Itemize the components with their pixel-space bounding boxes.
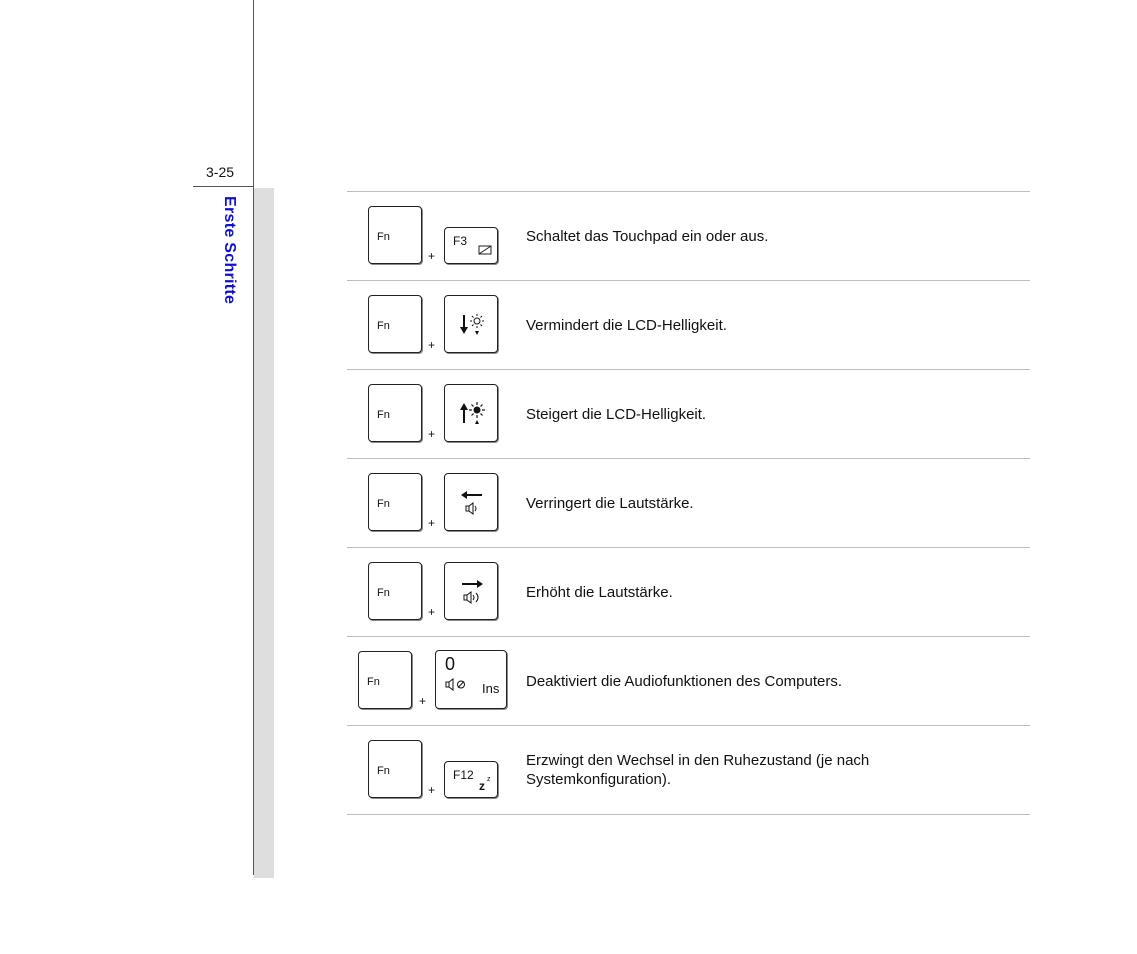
brightness-up-icon xyxy=(459,402,485,426)
fn-key-label: Fn xyxy=(377,231,390,243)
fn-key-label: Fn xyxy=(377,498,390,510)
sleep-icon: z xyxy=(479,779,485,793)
volume-up-key xyxy=(444,562,498,620)
table-row xyxy=(347,370,1030,459)
row-description-line1: Erzwingt den Wechsel in den Ruhezustand (je nach xyxy=(526,752,870,769)
brightness-down-icon xyxy=(459,313,485,337)
f3-key-label: F3 xyxy=(453,234,468,248)
page-number: 3-25 xyxy=(206,164,235,180)
fn-key xyxy=(368,206,422,264)
volume-up-icon xyxy=(459,577,485,605)
ins-label: Ins xyxy=(482,681,500,696)
fn-key-label: Fn xyxy=(367,676,380,688)
side-bar xyxy=(254,188,274,878)
row-description: Deaktiviert die Audiofunktionen des Computers. xyxy=(526,673,843,690)
fn-key xyxy=(368,295,422,353)
row-description: Schaltet das Touchpad ein oder aus. xyxy=(526,228,769,245)
brightness-up-key xyxy=(444,384,498,442)
table-row xyxy=(347,726,1030,815)
fn-key-label: Fn xyxy=(377,409,390,421)
plus-sign: + xyxy=(428,338,436,352)
fn-key xyxy=(368,740,422,798)
page-number-rule xyxy=(193,186,254,187)
fn-key xyxy=(368,562,422,620)
fn-key-label: Fn xyxy=(377,320,390,332)
mute-icon xyxy=(445,678,469,692)
row-description: Steigert die LCD-Helligkeit. xyxy=(526,406,707,423)
touchpad-off-icon xyxy=(478,245,492,255)
row-description-line2: Systemkonfiguration). xyxy=(526,771,672,788)
brightness-down-key xyxy=(444,295,498,353)
mute-key-label: 0 xyxy=(445,654,456,674)
table-row xyxy=(347,459,1030,548)
row-description: Vermindert die LCD-Helligkeit. xyxy=(526,317,727,334)
f3-key xyxy=(444,227,498,264)
volume-down-key xyxy=(444,473,498,531)
fn-key xyxy=(368,384,422,442)
table-row xyxy=(347,281,1030,370)
hotkey-table xyxy=(347,191,1030,815)
f12-key-label: F12 xyxy=(453,768,474,782)
volume-down-icon xyxy=(459,488,485,516)
plus-sign: + xyxy=(428,783,436,797)
plus-sign: + xyxy=(428,427,436,441)
row-description: Erhöht die Lautstärke. xyxy=(526,584,673,601)
fn-key-label: Fn xyxy=(377,765,390,777)
sleep-icon-small-z: z xyxy=(487,776,491,783)
fn-key-label: Fn xyxy=(377,587,390,599)
fn-key xyxy=(358,651,412,709)
row-description xyxy=(526,751,869,789)
table-row xyxy=(347,548,1030,637)
mute-key xyxy=(435,650,507,709)
row-description: Verringert die Lautstärke. xyxy=(526,495,694,512)
plus-sign: + xyxy=(428,249,436,263)
plus-sign: + xyxy=(428,516,436,530)
f12-key xyxy=(444,761,498,798)
table-row xyxy=(347,637,1030,726)
table-row xyxy=(347,192,1030,281)
plus-sign: + xyxy=(428,605,436,619)
fn-key xyxy=(368,473,422,531)
plus-sign: + xyxy=(419,694,427,708)
chapter-title: Erste Schritte xyxy=(221,196,238,305)
